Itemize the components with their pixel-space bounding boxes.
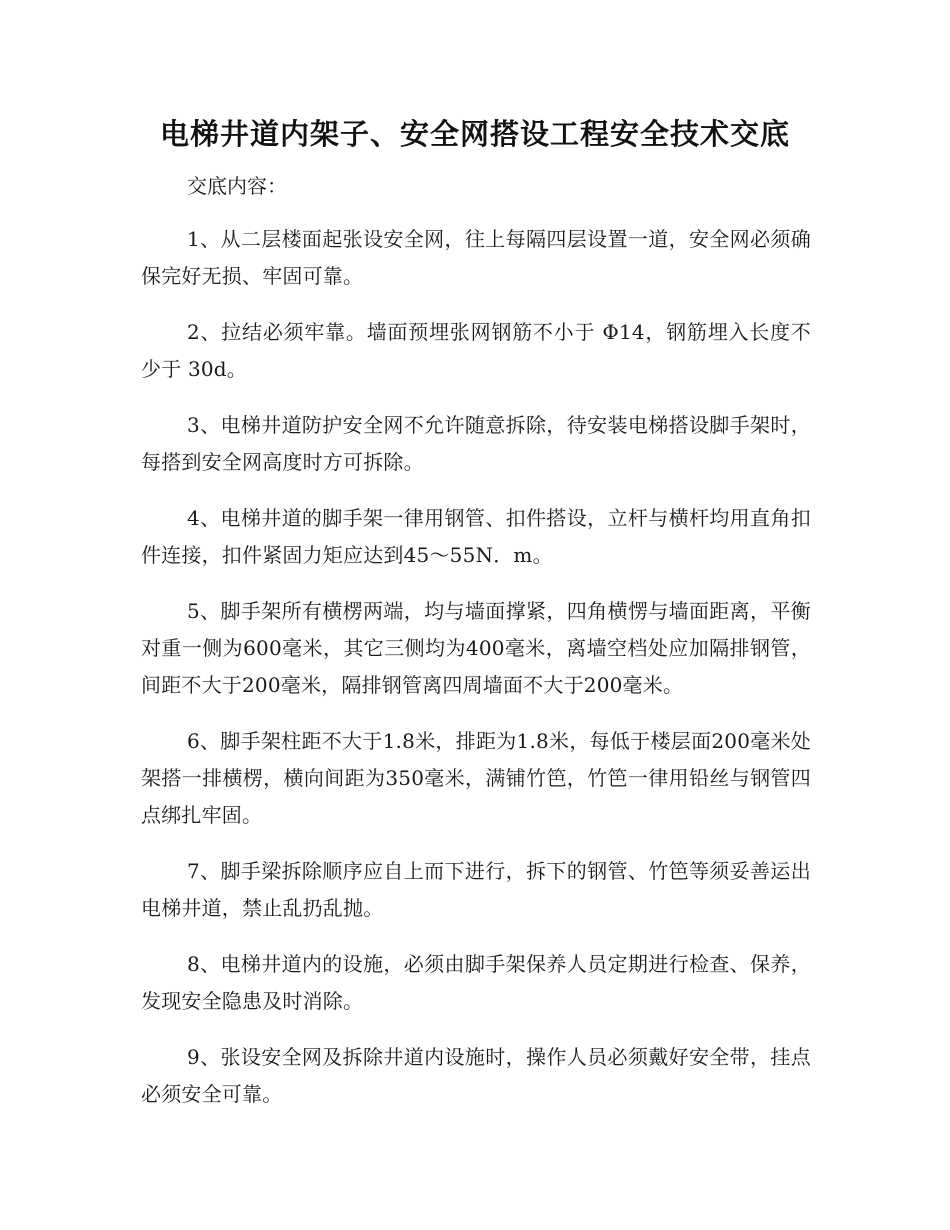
document-title: 电梯井道内架子、安全网搭设工程安全技术交底 <box>159 117 790 151</box>
document-body <box>141 168 811 1132</box>
paragraph-8: 8、电梯井道内的设施，必须由脚手架保养人员定期进行检查、保养，发现安全隐患及时消除。 <box>141 952 811 1013</box>
paragraph-3: 3、电梯井道防护安全网不允许随意拆除，待安装电梯搭设脚手架时，每搭到安全网高度时方可拆除。 <box>141 413 811 474</box>
paragraph-9: 9、张设安全网及拆除井道内设施时，操作人员必须戴好安全带，挂点必须安全可靠。 <box>141 1045 811 1106</box>
paragraph-5: 5、脚手架所有横楞两端，均与墙面撑紧，四角横愣与墙面距离，平衡对重一侧为600毫米，其它三侧均为400毫米，离墙空档处应加隔排钢管，间距不大于200毫米，隔排钢管离四周墙面不大于200毫米。 <box>141 599 811 697</box>
paragraph-7: 7、脚手梁拆除顺序应自上而下进行，拆下的钢管、竹笆等须妥善运出电梯井道，禁止乱扔乱抛。 <box>141 859 811 920</box>
intro-label: 交底内容： <box>187 174 287 198</box>
paragraph-4: 4、电梯井道的脚手架一律用钢管、扣件搭设，立杆与横杆均用直角扣件连接，扣件紧固力矩应达到45～55N．m。 <box>141 506 811 567</box>
paragraph-1: 1、从二层楼面起张设安全网，往上每隔四层设置一道，安全网必须确保完好无损、牢固可靠。 <box>141 227 811 288</box>
paragraph-2: 2、拉结必须牢靠。墙面预埋张网钢筋不小于 Φ14，钢筋埋入长度不少于 30d。 <box>141 320 811 381</box>
paragraph-6: 6、脚手架柱距不大于1.8米，排距为1.8米，每低于楼层面200毫米处架搭一排横楞，横向间距为350毫米，满铺竹笆，竹笆一律用铅丝与钢管四点绑扎牢固。 <box>141 729 811 827</box>
